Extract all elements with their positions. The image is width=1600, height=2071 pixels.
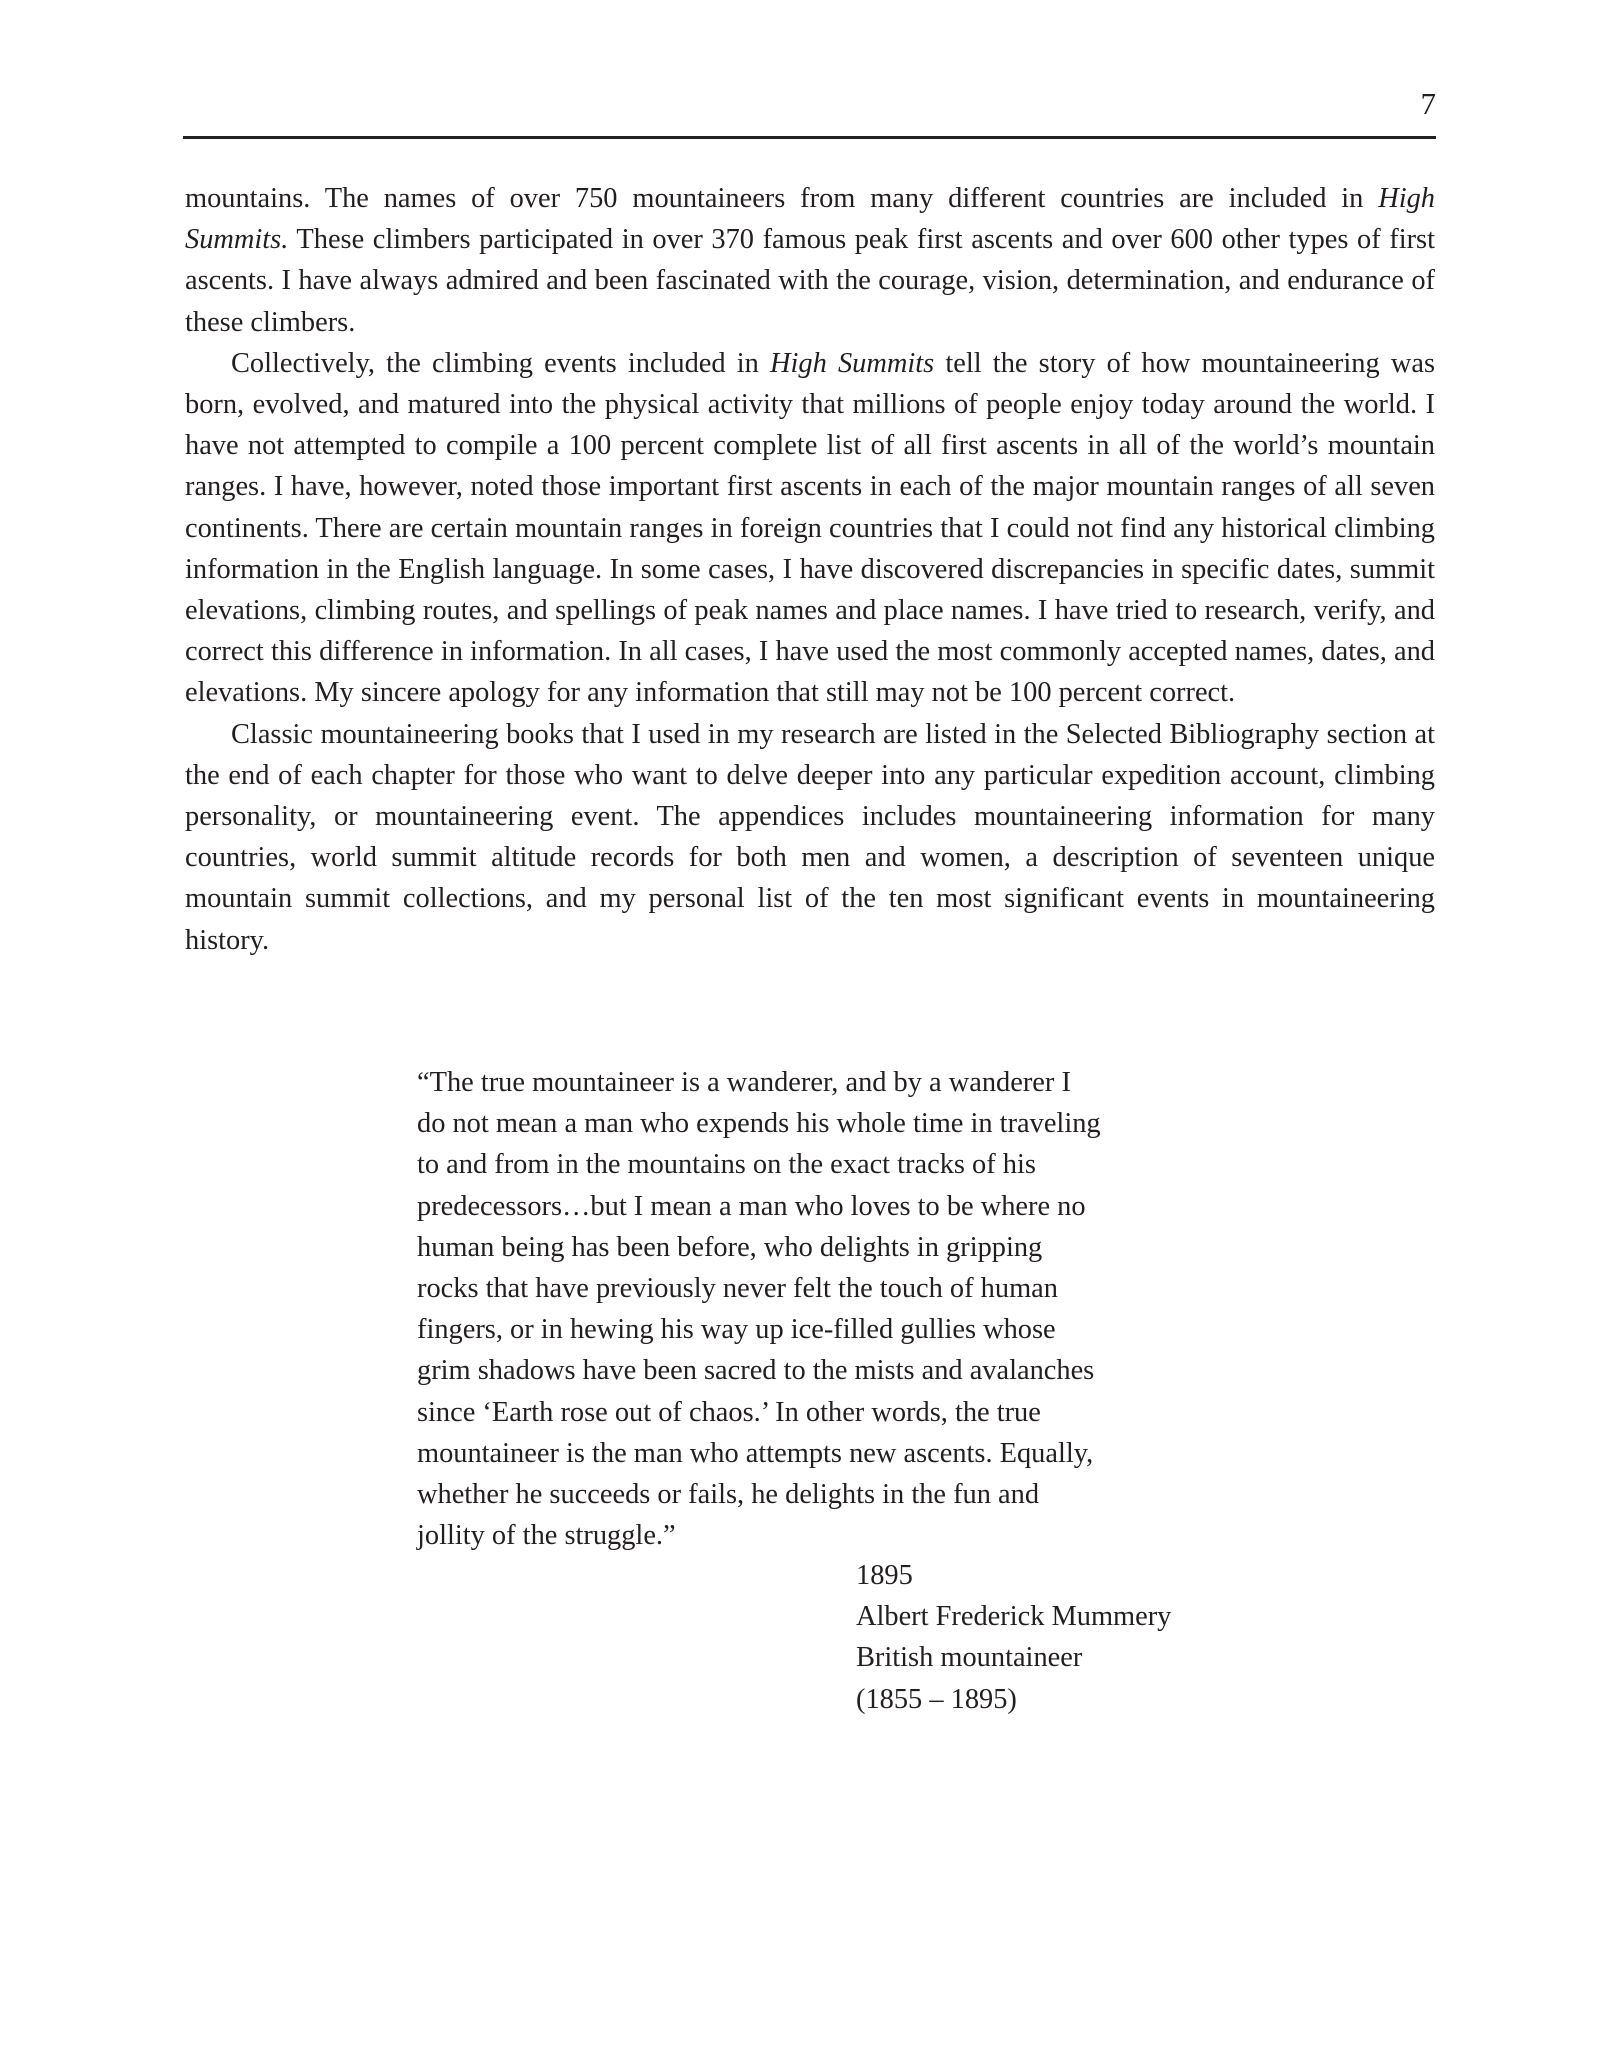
quote-line: human being has been before, who delights in gripping (417, 1231, 1043, 1263)
paragraph-text: Classic mountaineering books that I used in my research are listed in the Selected Bibliography section at the end of each chapter for those who want to delve deeper into any particular expedition account, climbing personality, or mountaineering event. The appendices includes mountaineering information for many countries, world summit altitude records for both men and women, a description of seventeen unique mountain summit collections, and my personal list of the ten most significant events in mountaineering history. (185, 718, 1435, 956)
page-number: 7 (1420, 86, 1436, 121)
quote-line: mountaineer is the man who attempts new ascents. Equally, (417, 1437, 1094, 1469)
paragraph (185, 178, 1435, 343)
quote-line: since ‘Earth rose out of chaos.’ In other words, the true (417, 1396, 1041, 1428)
quote-line: fingers, or in hewing his way up ice-filled gullies whose (417, 1314, 1056, 1346)
attribution-year: 1895 (856, 1560, 913, 1591)
quote-line: do not mean a man who expends his whole time in traveling (417, 1108, 1101, 1140)
paragraph (185, 343, 1435, 714)
quote-line: rocks that have previously never felt the touch of human (417, 1273, 1058, 1305)
quote-attribution (856, 1555, 1171, 1720)
quote-line: whether he succeeds or fails, he delights in the fun and (417, 1479, 1040, 1511)
attribution-name: Albert Frederick Mummery (856, 1601, 1172, 1633)
book-title: High Summits. (185, 183, 1435, 256)
body-text (185, 178, 1435, 961)
quote-line: “The true mountaineer is a wanderer, and by a wanderer I (417, 1067, 1071, 1098)
paragraph-text: mountains. The names of over 750 mountaineers from many different countries are included in (185, 183, 1379, 214)
header-rule (183, 136, 1436, 139)
attribution-lifespan: (1855 – 1895) (856, 1683, 1017, 1715)
paragraph-text: These climbers participated in over 370 famous peak first ascents and over 600 other types of first ascents. I have always admired and been fascinated with the courage, vision, determination, and endurance of these climbers. (185, 224, 1435, 338)
paragraph-text: Collectively, the climbing events included in (231, 347, 771, 379)
quote-line: to and from in the mountains on the exact tracks of his (417, 1149, 1036, 1181)
quote-line: jollity of the struggle.” (417, 1520, 676, 1552)
quote-line: grim shadows have been sacred to the mists and avalanches (417, 1355, 1095, 1387)
book-title: High Summits (770, 347, 935, 379)
block-quote (417, 1062, 1217, 1556)
paragraph (185, 714, 1435, 961)
paragraph-text: tell the story of how mountaineering was born, evolved, and matured into the physical activity that millions of people enjoy today around the world. I have not attempted to compile a 100 percent complete list of all first ascents in all of the world’s mountain ranges. I have, however, noted those important first ascents in each of the major mountain ranges of all seven continents. There are certain mountain ranges in foreign countries that I could not find any historical climbing information in the English language. In some cases, I have discovered discrepancies in specific dates, summit elevations, climbing routes, and spellings of peak names and place names. I have tried to research, verify, and correct this difference in information. In all cases, I have used the most commonly accepted names, dates, and elevations. My sincere apology for any information that still may not be 100 percent correct. (185, 347, 1435, 709)
attribution-description: British mountaineer (856, 1642, 1083, 1674)
quote-line: predecessors…but I mean a man who loves to be where no (417, 1190, 1086, 1222)
